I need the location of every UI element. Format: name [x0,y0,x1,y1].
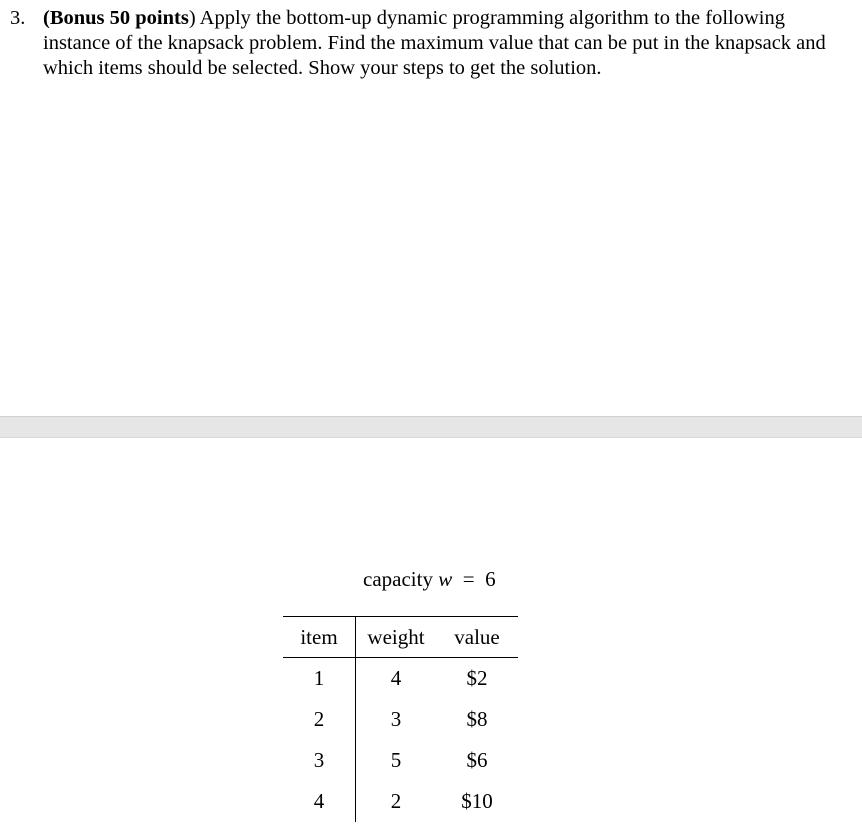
cell-weight: 4 [390,666,402,690]
cell-value: $6 [466,748,488,772]
cell-item: 4 [283,781,356,822]
cell-value: $8 [466,707,488,731]
question-text [43,6,850,81]
cell-item: 2 [283,699,356,740]
capacity-value: 6 [485,567,496,591]
header-value: value [454,624,500,649]
header-weight: weight [367,624,425,649]
capacity-equals: = [462,567,475,591]
capacity-variable: w [438,567,453,591]
header-item: item [283,617,356,658]
question-body: ) Apply the bottom-up dynamic programming algorithm to the following instance of the knapsack problem. Find the maximum value that can be put in the knapsack and which items should be selected. Show your steps to get the solution. [43,7,826,79]
table-row [283,699,518,740]
question-block [10,6,850,81]
table-header-row [283,617,518,658]
table-row [283,658,518,700]
capacity-label: capacity [363,567,433,591]
cell-weight: 3 [390,707,402,731]
cell-weight: 2 [390,789,402,813]
capacity-line [363,566,496,592]
cell-weight: 5 [390,748,402,772]
table-row [283,740,518,781]
knapsack-items-table [283,616,518,822]
cell-value: $2 [466,666,488,690]
question-bonus-label: (Bonus 50 points [43,7,189,29]
question-number: 3. [10,7,26,29]
table-row [283,781,518,822]
page-divider [0,416,862,438]
cell-item: 3 [283,740,356,781]
cell-item: 1 [283,658,356,700]
cell-value: $10 [461,789,493,813]
